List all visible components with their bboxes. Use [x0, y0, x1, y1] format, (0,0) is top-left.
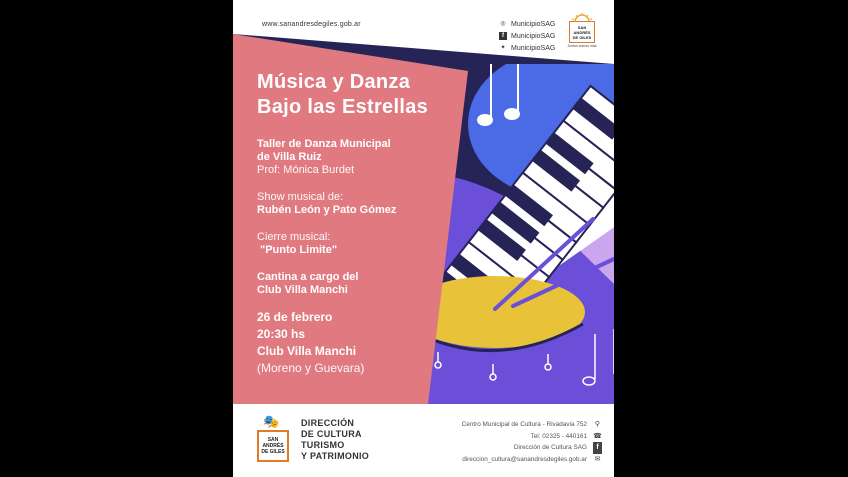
contact-facebook[interactable]: Dirección de Cultura SAG f — [462, 442, 602, 454]
social-label: MunicipioSAG — [511, 20, 556, 28]
contact-email[interactable]: direccion_cultura@sanandresdegiles.gob.ar ✉ — [462, 454, 602, 466]
event-time: 20:30 hs — [257, 327, 306, 341]
cantina-block: Cantina a cargo del Club Villa Manchi — [257, 271, 359, 296]
logo-box: SAN ANDRÉS DE GILES — [569, 21, 595, 43]
contact-phone[interactable]: Tel: 02325 - 440161 ☎ — [462, 431, 602, 443]
event-date: 26 de febrero — [257, 310, 333, 324]
facebook-icon: f — [593, 442, 602, 454]
social-label: MunicipioSAG — [511, 32, 556, 40]
event-address: (Moreno y Guevara) — [257, 361, 365, 375]
department-name: DIRECCIÓN DE CULTURA TURISMO Y PATRIMONIO — [301, 418, 370, 461]
email-icon: ✉ — [594, 455, 601, 463]
show-block: Show musical de: Rubén León y Pato Gómez — [257, 191, 397, 216]
social-label: MunicipioSAG — [511, 44, 556, 52]
footer-logo-box: SAN ANDRÉS DE GILES — [257, 430, 289, 462]
cierre-block: Cierre musical: "Punto Limite" — [257, 231, 338, 256]
contact-address: Centro Municipal de Cultura - Rivadavia 752 ⚲ — [462, 419, 602, 431]
event-venue: Club Villa Manchi — [257, 344, 357, 358]
location-pin-icon: ⚲ — [594, 421, 601, 428]
when-where-block — [257, 309, 467, 377]
phone-icon: ☎ — [593, 432, 602, 440]
event-details — [257, 70, 467, 377]
twitter-icon: ✦ — [500, 45, 506, 51]
social-instagram[interactable] — [499, 18, 555, 30]
logo-tagline: Juntos somos más — [567, 44, 597, 48]
facebook-icon: f — [499, 32, 507, 40]
website-url[interactable]: www.sanandresdegiles.gob.ar — [262, 21, 361, 28]
theater-masks-icon: 🎭 — [263, 414, 280, 429]
instagram-icon: ◎ — [500, 21, 506, 27]
event-title: Música y Danza Bajo las Estrellas — [257, 71, 429, 118]
poster-footer — [233, 404, 614, 477]
event-poster — [233, 0, 614, 477]
taller-block: Taller de Danza Municipal de Villa Ruiz Prof: Mónica Burdet — [257, 138, 391, 176]
footer-logo — [255, 414, 293, 464]
contact-info — [462, 419, 602, 465]
